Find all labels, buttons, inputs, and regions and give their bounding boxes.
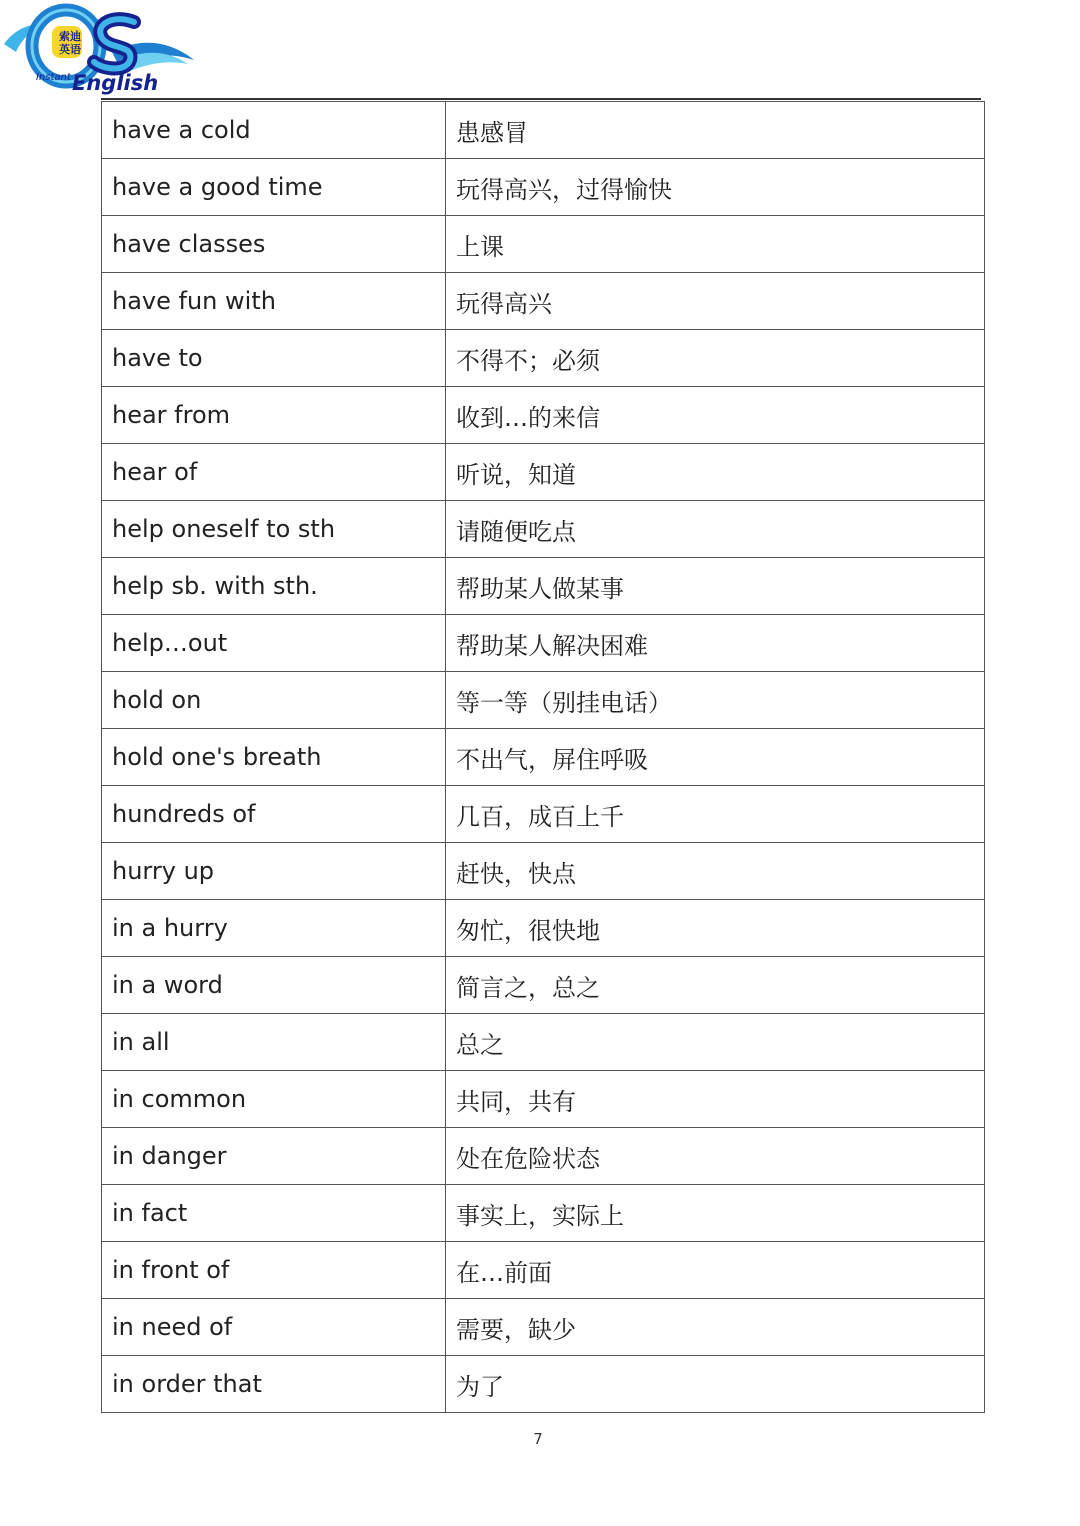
chinese-meaning: 不出气，屏住呼吸 [446,729,985,786]
chinese-meaning: 事实上，实际上 [446,1185,985,1242]
chinese-meaning: 赶快，快点 [446,843,985,900]
chinese-meaning: 请随便吃点 [446,501,985,558]
header-rule [101,98,981,100]
chinese-meaning: 帮助某人做某事 [446,558,985,615]
chinese-meaning: 等一等（别挂电话） [446,672,985,729]
table-row [102,672,985,729]
chinese-meaning: 简言之，总之 [446,957,985,1014]
chinese-meaning: 帮助某人解决困难 [446,615,985,672]
chinese-meaning: 收到…的来信 [446,387,985,444]
table-row [102,501,985,558]
logo-instant-text: Instant [36,72,71,83]
chinese-meaning: 患感冒 [446,102,985,159]
english-phrase: in all [102,1014,446,1071]
table-row [102,1356,985,1413]
table-row [102,615,985,672]
page-number: 7 [533,1430,543,1448]
logo-english-text: English [72,71,159,95]
english-phrase: have fun with [102,273,446,330]
english-phrase: help sb. with sth. [102,558,446,615]
table-row [102,1071,985,1128]
table-row [102,273,985,330]
english-phrase: have a cold [102,102,446,159]
chinese-meaning: 处在危险状态 [446,1128,985,1185]
chinese-meaning: 不得不；必须 [446,330,985,387]
table-row [102,729,985,786]
english-phrase: have a good time [102,159,446,216]
english-phrase: have to [102,330,446,387]
chinese-meaning: 上课 [446,216,985,273]
english-phrase: hear from [102,387,446,444]
table-row [102,444,985,501]
chinese-meaning: 为了 [446,1356,985,1413]
chinese-meaning: 玩得高兴，过得愉快 [446,159,985,216]
english-phrase: hold one's breath [102,729,446,786]
english-phrase: help…out [102,615,446,672]
table-row [102,957,985,1014]
chinese-meaning: 共同，共有 [446,1071,985,1128]
chinese-meaning: 几百，成百上千 [446,786,985,843]
table-row [102,102,985,159]
instant-english-logo [2,2,197,96]
english-phrase: in front of [102,1242,446,1299]
english-phrase: in danger [102,1128,446,1185]
vocabulary-table [101,101,985,1413]
chinese-meaning: 总之 [446,1014,985,1071]
chinese-meaning: 需要，缺少 [446,1299,985,1356]
chinese-meaning: 听说，知道 [446,444,985,501]
english-phrase: in fact [102,1185,446,1242]
english-phrase: hundreds of [102,786,446,843]
english-phrase: hurry up [102,843,446,900]
table-row [102,786,985,843]
table-row [102,900,985,957]
table-row [102,1014,985,1071]
table-row [102,387,985,444]
chinese-meaning: 在…前面 [446,1242,985,1299]
table-row [102,216,985,273]
english-phrase: help oneself to sth [102,501,446,558]
table-row [102,843,985,900]
table-row [102,1128,985,1185]
chinese-meaning: 玩得高兴 [446,273,985,330]
english-phrase: in order that [102,1356,446,1413]
chinese-meaning: 匆忙，很快地 [446,900,985,957]
table-row [102,1185,985,1242]
table-row [102,558,985,615]
table-row [102,330,985,387]
logo-chinese-line2: 英语 [59,43,81,56]
english-phrase: hear of [102,444,446,501]
table-row [102,1299,985,1356]
english-phrase: in a hurry [102,900,446,957]
english-phrase: in a word [102,957,446,1014]
english-phrase: hold on [102,672,446,729]
table-row [102,1242,985,1299]
table-row [102,159,985,216]
logo-chinese-line1: 索迪 [59,30,81,43]
english-phrase: have classes [102,216,446,273]
vocabulary-table-body [102,102,985,1413]
english-phrase: in need of [102,1299,446,1356]
english-phrase: in common [102,1071,446,1128]
